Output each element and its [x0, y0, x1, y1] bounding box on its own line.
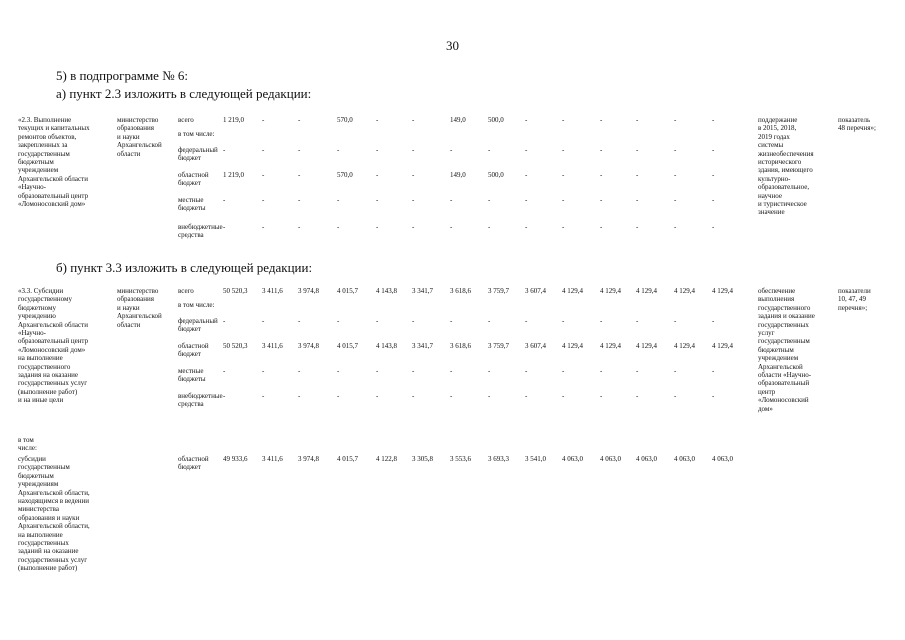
funding-value: -	[488, 196, 491, 204]
funding-value: -	[262, 392, 265, 400]
subsidy-value: 3 974,8	[298, 455, 319, 463]
funding-value: 3 607,4	[525, 342, 546, 350]
subsidy-value: 4 063,0	[600, 455, 621, 463]
funding-source: всего	[178, 116, 194, 124]
funding-value: -	[412, 392, 415, 400]
funding-value: -	[298, 196, 301, 204]
subsidy-value: 3 553,6	[450, 455, 471, 463]
funding-value: -	[298, 223, 301, 231]
funding-source: в том числе:	[178, 130, 215, 138]
funding-value: -	[600, 116, 603, 124]
funding-source: областной бюджет	[178, 171, 209, 188]
funding-value: -	[525, 392, 528, 400]
funding-value: 3 607,4	[525, 287, 546, 295]
executor: министерство образования и науки Архангельской области	[117, 287, 162, 329]
funding-value: -	[450, 367, 453, 375]
funding-value: 4 129,4	[562, 342, 583, 350]
funding-value: -	[337, 196, 340, 204]
funding-value: -	[674, 196, 677, 204]
funding-value: -	[262, 171, 265, 179]
funding-value: -	[412, 223, 415, 231]
funding-value: -	[298, 317, 301, 325]
funding-value: -	[412, 146, 415, 154]
funding-value: -	[562, 171, 565, 179]
funding-value: -	[712, 367, 715, 375]
funding-value: -	[525, 171, 528, 179]
funding-source: федеральный бюджет	[178, 146, 218, 163]
expected-result: поддержание в 2015, 2018, 2019 годах системы жизнеобеспечения исторического здания, имеющего культурно- образовательное, научное и туристическое значение	[758, 116, 814, 217]
funding-value: -	[562, 223, 565, 231]
funding-value: 4 129,4	[600, 342, 621, 350]
funding-value: 149,0	[450, 171, 466, 179]
funding-value: -	[636, 171, 639, 179]
funding-source: областной бюджет	[178, 342, 209, 359]
funding-value: 4 129,4	[562, 287, 583, 295]
funding-value: 4 129,4	[600, 287, 621, 295]
funding-value: 3 341,7	[412, 287, 433, 295]
funding-value: -	[562, 367, 565, 375]
funding-value: 570,0	[337, 116, 353, 124]
funding-value: -	[412, 317, 415, 325]
subsidy-source: областной бюджет	[178, 455, 209, 472]
funding-value: -	[712, 196, 715, 204]
funding-value: -	[412, 116, 415, 124]
funding-value: -	[525, 196, 528, 204]
funding-value: -	[674, 367, 677, 375]
subsidy-name: субсидии государственным бюджетным учреждениям Архангельской области, находящимся в ведении министерства образования и науки Архангельской области, на выполнение государственных заданий на оказание государственных услуг (выполнение работ)	[18, 455, 90, 573]
funding-value: 4 129,4	[674, 342, 695, 350]
funding-value: -	[712, 171, 715, 179]
funding-value: -	[376, 392, 379, 400]
funding-value: 3 974,8	[298, 287, 319, 295]
funding-value: -	[562, 317, 565, 325]
funding-value: -	[600, 223, 603, 231]
funding-value: -	[262, 196, 265, 204]
funding-value: -	[298, 146, 301, 154]
funding-value: 4 015,7	[337, 342, 358, 350]
funding-value: 4 015,7	[337, 287, 358, 295]
page-number: 30	[446, 38, 459, 53]
subprogram-heading: 5) в подпрограмме № 6:	[56, 68, 188, 83]
funding-value: -	[412, 196, 415, 204]
funding-value: 3 974,8	[298, 342, 319, 350]
funding-value: -	[600, 367, 603, 375]
funding-value: -	[223, 146, 226, 154]
funding-source: местные бюджеты	[178, 196, 206, 213]
funding-value: -	[636, 392, 639, 400]
funding-value: -	[298, 392, 301, 400]
subsidy-value: 4 063,0	[562, 455, 583, 463]
funding-value: -	[600, 171, 603, 179]
funding-value: -	[337, 223, 340, 231]
executor: министерство образования и науки Архангельской области	[117, 116, 162, 158]
funding-value: 3 618,6	[450, 342, 471, 350]
funding-value: -	[337, 317, 340, 325]
funding-value: -	[450, 392, 453, 400]
funding-value: -	[262, 367, 265, 375]
funding-value: -	[376, 116, 379, 124]
funding-value: 570,0	[337, 171, 353, 179]
funding-value: -	[674, 392, 677, 400]
funding-value: -	[488, 223, 491, 231]
funding-value: -	[337, 367, 340, 375]
funding-value: 3 618,6	[450, 287, 471, 295]
funding-source: в том числе:	[178, 301, 215, 309]
funding-value: -	[600, 392, 603, 400]
funding-value: -	[488, 146, 491, 154]
funding-value: 3 411,6	[262, 342, 283, 350]
subsidy-value: 4 063,0	[674, 455, 695, 463]
funding-value: -	[376, 171, 379, 179]
funding-value: -	[376, 223, 379, 231]
funding-value: -	[712, 392, 715, 400]
funding-value: -	[600, 196, 603, 204]
funding-value: -	[223, 223, 226, 231]
funding-value: -	[488, 317, 491, 325]
funding-value: 1 219,0	[223, 171, 244, 179]
funding-value: -	[712, 317, 715, 325]
funding-source: всего	[178, 287, 194, 295]
funding-value: 1 219,0	[223, 116, 244, 124]
subsidy-value: 49 933,6	[223, 455, 248, 463]
funding-value: 50 520,3	[223, 287, 248, 295]
funding-source: местные бюджеты	[178, 367, 206, 384]
funding-value: -	[450, 223, 453, 231]
funding-value: -	[600, 317, 603, 325]
subsidy-value: 3 305,8	[412, 455, 433, 463]
measure-name: «3.3. Субсидии государственному бюджетному учреждению Архангельской области «Научно- образовательный центр «Ломоносовский дом» на выполнение государственного задания на оказание государственных услуг (выполнение работ) и на иные цели	[18, 287, 89, 405]
funding-value: -	[636, 367, 639, 375]
subsidy-value: 4 015,7	[337, 455, 358, 463]
funding-value: -	[298, 367, 301, 375]
funding-value: 4 143,8	[376, 287, 397, 295]
funding-value: -	[674, 171, 677, 179]
funding-value: -	[223, 196, 226, 204]
funding-value: -	[223, 392, 226, 400]
funding-source: федеральный бюджет	[178, 317, 218, 334]
funding-value: -	[600, 146, 603, 154]
funding-value: -	[525, 116, 528, 124]
funding-value: -	[376, 367, 379, 375]
measure-name: «2.3. Выполнение текущих и капитальных ремонтов объектов, закрепленных за государственным бюджетным учреждением Архангельской области «Научно- образовательный центр «Ломоносовский дом»	[18, 116, 90, 209]
funding-value: 4 129,4	[712, 342, 733, 350]
funding-value: -	[376, 317, 379, 325]
funding-value: -	[674, 223, 677, 231]
funding-value: 4 129,4	[636, 342, 657, 350]
subsidy-value: 3 411,6	[262, 455, 283, 463]
funding-value: -	[636, 223, 639, 231]
funding-source: внебюджетные средства	[178, 223, 223, 240]
funding-value: -	[562, 392, 565, 400]
subsidy-value: 3 541,0	[525, 455, 546, 463]
subsidy-value: 3 693,3	[488, 455, 509, 463]
funding-value: 500,0	[488, 171, 504, 179]
funding-value: -	[525, 367, 528, 375]
funding-value: -	[262, 146, 265, 154]
target-indicator: показатель 48 перечня»;	[838, 116, 876, 133]
funding-value: -	[636, 317, 639, 325]
funding-value: 500,0	[488, 116, 504, 124]
funding-value: 3 759,7	[488, 342, 509, 350]
subsidy-value: 4 063,0	[712, 455, 733, 463]
funding-value: 4 129,4	[712, 287, 733, 295]
funding-value: 3 411,6	[262, 287, 283, 295]
funding-value: -	[562, 116, 565, 124]
funding-value: 3 759,7	[488, 287, 509, 295]
funding-value: 50 520,3	[223, 342, 248, 350]
item-2-3-heading: а) пункт 2.3 изложить в следующей редакции:	[56, 86, 312, 101]
funding-value: -	[337, 146, 340, 154]
funding-value: -	[525, 146, 528, 154]
funding-value: -	[562, 146, 565, 154]
funding-value: -	[712, 146, 715, 154]
funding-value: -	[674, 116, 677, 124]
funding-value: 4 143,8	[376, 342, 397, 350]
funding-value: -	[262, 116, 265, 124]
funding-source: внебюджетные средства	[178, 392, 223, 409]
funding-value: -	[712, 116, 715, 124]
funding-value: -	[636, 146, 639, 154]
funding-value: 149,0	[450, 116, 466, 124]
subsidy-value: 4 122,8	[376, 455, 397, 463]
funding-value: -	[376, 196, 379, 204]
subsidy-value: 4 063,0	[636, 455, 657, 463]
funding-value: -	[450, 196, 453, 204]
funding-value: -	[562, 196, 565, 204]
funding-value: -	[262, 223, 265, 231]
funding-value: -	[337, 392, 340, 400]
funding-value: -	[450, 146, 453, 154]
funding-value: -	[223, 367, 226, 375]
funding-value: -	[223, 317, 226, 325]
funding-value: -	[412, 171, 415, 179]
funding-value: -	[488, 367, 491, 375]
funding-value: 4 129,4	[636, 287, 657, 295]
funding-value: -	[412, 367, 415, 375]
funding-value: -	[712, 223, 715, 231]
funding-value: -	[525, 223, 528, 231]
funding-value: -	[376, 146, 379, 154]
target-indicator: показатели 10, 47, 49 перечня»;	[838, 287, 871, 312]
including-label: в том числе:	[18, 436, 37, 453]
funding-value: -	[525, 317, 528, 325]
expected-result: обеспечение выполнения государственного задания и оказание государственных услуг государственным бюджетным учреждением Архангельской области «Научно- образовательный центр «Ломоносовский дом»	[758, 287, 815, 413]
funding-value: -	[636, 116, 639, 124]
funding-value: 3 341,7	[412, 342, 433, 350]
funding-value: -	[636, 196, 639, 204]
funding-value: -	[450, 317, 453, 325]
funding-value: -	[488, 392, 491, 400]
item-3-3-heading: б) пункт 3.3 изложить в следующей редакции:	[56, 260, 313, 275]
funding-value: 4 129,4	[674, 287, 695, 295]
funding-value: -	[262, 317, 265, 325]
funding-value: -	[674, 146, 677, 154]
funding-value: -	[674, 317, 677, 325]
funding-value: -	[298, 116, 301, 124]
funding-value: -	[298, 171, 301, 179]
